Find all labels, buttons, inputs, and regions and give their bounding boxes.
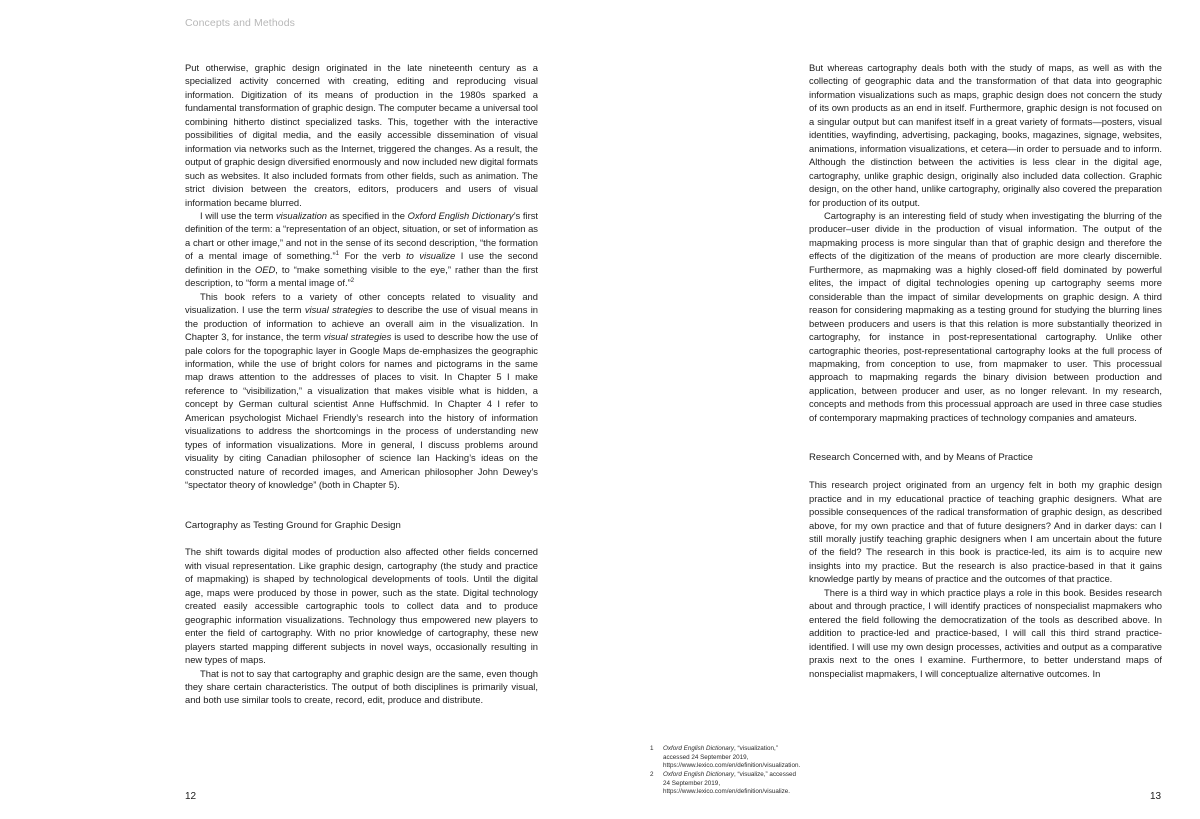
right-section-heading: Research Concerned with, and by Means of Practice xyxy=(809,452,1033,464)
text-run: I will use the term xyxy=(200,209,276,221)
italic-text: OED xyxy=(254,263,276,275)
text-run: as specified in the xyxy=(327,209,408,221)
footnote-number: 1 xyxy=(650,745,654,752)
heading-gap xyxy=(185,532,538,546)
italic-text: to visualize xyxy=(406,250,456,262)
right-body-section-1 xyxy=(809,61,1162,424)
text-run: Put otherwise, graphic design originated in the late nineteenth century as a specialized activity concerned with creating, editing and reproducing visual information. Digitization of its means of production in the 1980s sparked a fundamental transformation of graphic design. The computer became a universal tool combining hitherto distinct specialized tasks. This, together with the interactive possibilities of digital media, and the easily accessible dissemination of visual information via networks such as the Internet, triggered the changes. As a result, the output of graphic design diversified enormously and now included new digital formats such as websites. It also included formats from other fields, such as animation. The strict division between the creators, editors, producers and users of visual information became blurred. xyxy=(185,62,538,208)
text-run: But whereas cartography deals both with the study of maps, as well as with the collecting of geographic data and the transformation of that data into geographic information visualizations such as maps, graphic design does not concern the study of its own products as an end in itself. Furthermore, graphic design is not focused on a singular output but can manifest itself in a great variety of formats—posters, visual identities, wayfinding, advertising, packaging, books, magazines, signage, websites, animations, information visualizations, et cetera—in order to persuade and to inform. Although the distinction between the activities is less clear in the digital age, cartography, unlike graphic design, originally also included data collection. Graphic design, on the other hand, unlike cartography, originally also covered the preparation for production of its output. xyxy=(809,62,1162,208)
body-paragraph xyxy=(185,290,538,492)
text-run: For the verb xyxy=(339,250,407,262)
text-run: The shift towards digital modes of production also affected other fields concerned with visual representation. Like graphic design, cartography (the study and practice of mapmaking) is shaped by technological developments of tools. Until the digital age, maps were produced by those in power, such as the state. Digital technology created easily accessible cartographic tools to collect data and to produce geographic information visualizations. Technology thus empowered new players to enter the field of cartography. With no prior knowledge of cartography, these new players started mapping different subjects in novel ways, occasionally resulting in new types of maps. xyxy=(185,546,538,666)
left-section-heading: Cartography as Testing Ground for Graphic Design xyxy=(185,519,401,531)
italic-text: Oxford English Dictionary xyxy=(407,209,514,221)
text-run: I use the second definition in the xyxy=(185,250,538,275)
body-paragraph xyxy=(809,478,1162,586)
text-run: This research project originated from an urgency felt in both my graphic design practice and in my educational practice of teaching graphic designers. What are possible consequences of the radical transformation of graphic design, as described above, for my own practice and that of future designers? And in darker days: can I still morally justify teaching graphic designers when I am uncertain about the future of the field? The research in this book is practice-led, its aim is to acquire new insights into my practice. But the research is also practice-based in that it gains knowledge partly by means of practice and the outcomes of that practice. xyxy=(809,479,1162,585)
text-run: , “visualization,” accessed 24 September 2019, https://www.lexico.com/en/definition/visualization. xyxy=(663,745,801,770)
text-run: , to “make something visible to the eye,” rather than the first description, to “form a mental image of.” xyxy=(185,263,539,289)
heading-gap xyxy=(809,465,1162,479)
text-run: Cartography is an interesting field of study when investigating the blurring of the producer–user divide in the production of visual information. The output of the mapmaking process is more singular than that of graphic design and therefore the effects of the digitization of the means of production are more clearly discernible. Furthermore, as mapmaking was a highly closed-off field dominated by powerful elites, the impact of digital technologies opening up cartography seems more considerable than the impact of similar developments on graphic design. A third reason for considering mapmaking as a testing ground for studying the blurring lines between producers and users is that this relation is more substantially theorized in cartography, for instance in post-representational cartography. Unlike other cartographic theories, post-representational cartography looks at the full process of mapmaking, from conception to use, from mapmaker to user. This processual approach to mapmaking regards the binary division between production and application, between producer and user, as no longer relevant. In my research, concepts and methods from this processual approach are used in three case studies of contemporary mapmaking practices of technology companies and amateurs. xyxy=(809,209,1162,423)
text-run: to describe the use of visual means in the production of information to achieve an overall aim in the visualization. In Chapter 3, for instance, the term xyxy=(185,304,539,343)
footnote-ref: 2 xyxy=(350,278,355,285)
italic-text: Oxford English Dictionary xyxy=(663,771,735,779)
text-run: This book refers to a variety of other concepts related to visuality and visualization. I use the term xyxy=(185,290,538,316)
body-paragraph xyxy=(809,586,1162,680)
left-page-column xyxy=(185,61,538,707)
section-gap xyxy=(185,492,538,519)
footnote xyxy=(650,745,800,771)
footnote-ref: 1 xyxy=(335,251,340,258)
text-run: , “visualize,” accessed 24 September 2019, https://www.lexico.com/en/definition/visualize. xyxy=(663,771,796,796)
section-gap xyxy=(809,424,1162,451)
right-page-column xyxy=(809,61,1162,680)
footnote-text xyxy=(663,745,800,771)
right-body-section-2 xyxy=(809,478,1162,680)
text-run: ’s first definition of the term: a “representation of an object, situation, or set of information as a chart or other image,” and not in the sense of its second description, “the formation of a mental image of something.” xyxy=(185,209,538,262)
body-paragraph xyxy=(809,61,1162,209)
page-number-right: 13 xyxy=(1150,791,1162,802)
left-body-section-2 xyxy=(185,545,538,706)
italic-text: visualization xyxy=(275,209,328,221)
footnote xyxy=(650,771,800,797)
running-head: Concepts and Methods xyxy=(185,17,295,29)
body-paragraph xyxy=(185,209,538,290)
body-paragraph xyxy=(185,545,538,666)
footnotes xyxy=(650,745,800,798)
italic-text: Oxford English Dictionary xyxy=(663,745,735,752)
left-body-section-1 xyxy=(185,61,538,492)
page-number-left: 12 xyxy=(185,791,197,802)
footnote-text xyxy=(663,771,800,797)
body-paragraph xyxy=(185,667,538,707)
italic-text: visual strategies xyxy=(323,331,392,343)
italic-text: visual strategies xyxy=(304,304,373,316)
text-run: is used to describe how the use of pale colors for the topographic layer in Google Maps de-emphasizes the geographic information, while the use of bright colors for names and pictograms in the same map draws attention to the addresses of places to visit. In Chapter 5 I make reference to “visibilization,” a visualization that makes visible what is hidden, a concept by German cultural scientist Anne Huffschmid. In Chapter 4 I refer to American psychologist Michael Friendly’s research into the history of information visualizations to address the shortcomings in the process of understanding new types of information visualizations. More in general, I discuss problems around visuality by citing Canadian philosopher of science Ian Hacking’s ideas on the constructed nature of recorded images, and American philosopher John Dewey’s “spectator theory of knowledge” (both in Chapter 5). xyxy=(185,331,539,491)
body-paragraph xyxy=(809,209,1162,424)
body-paragraph xyxy=(185,61,538,209)
footnote-number: 2 xyxy=(650,771,654,779)
text-run: That is not to say that cartography and graphic design are the same, even though they share certain characteristics. The output of both disciplines is primarily visual, and both use similar tools to create, record, edit, produce and distribute. xyxy=(185,667,538,706)
text-run: There is a third way in which practice plays a role in this book. Besides research about and through practice, I will identify practices of nonspecialist mapmakers who entered the field following the democratization of the tools as described above. In addition to practice-led and practice-based, I will call this third strand practice-identified. I will use my own design processes, activities and output as a comparative praxis next to the ones I examine. Furthermore, to better understand maps of nonspecialist mapmakers, I will conceptualize alternative outcomes. In xyxy=(809,586,1162,679)
